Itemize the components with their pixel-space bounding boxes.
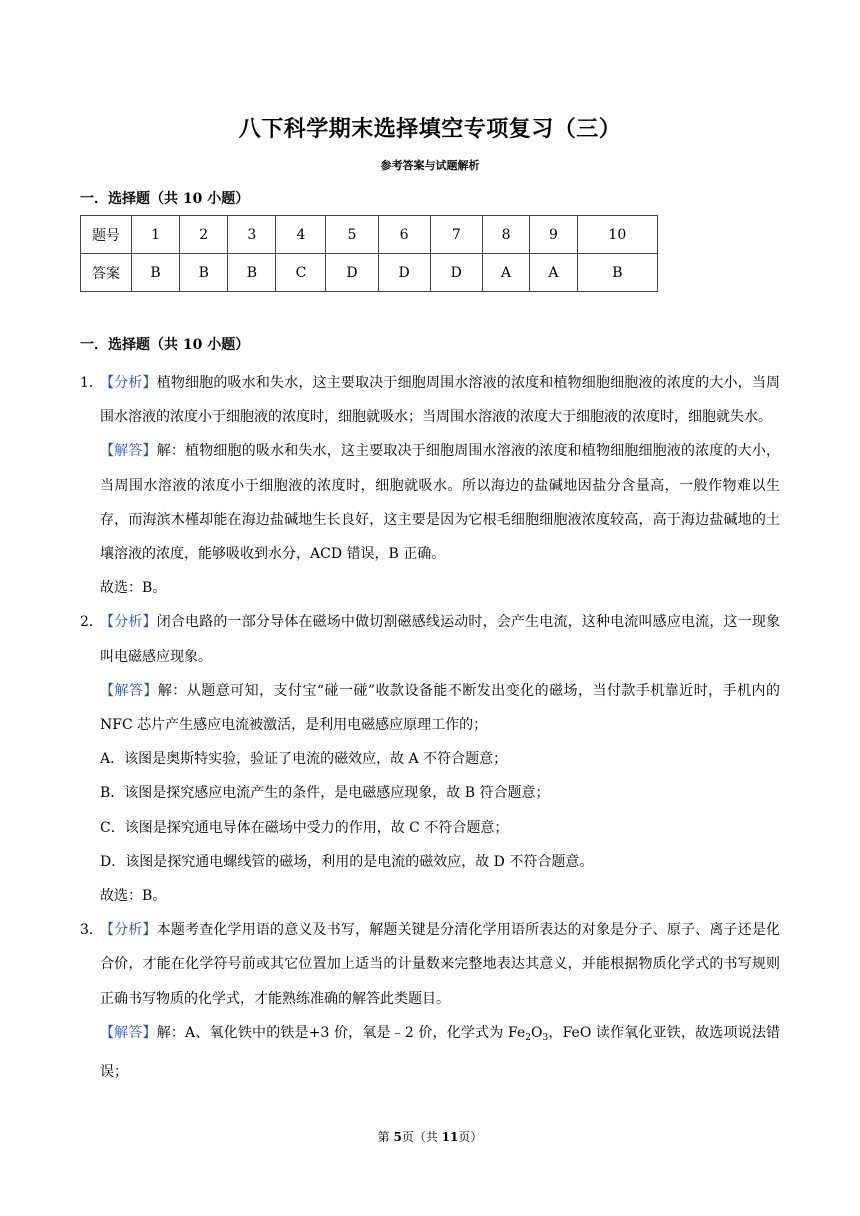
- answer-text-part: O: [531, 1024, 543, 1041]
- footer-suffix: 页）: [458, 1130, 483, 1144]
- answer-text-part: ，FeO 读作氧化亚铁，故选项说法错误；: [100, 1024, 780, 1081]
- table-cell-number: 8: [482, 216, 529, 254]
- question-3: [80, 913, 780, 1089]
- analysis-tag: 【分析】: [100, 375, 157, 391]
- table-header-answer: 答案: [81, 254, 132, 292]
- table-cell-number: 9: [530, 216, 577, 254]
- subscript: 3: [542, 1032, 549, 1043]
- analysis-tag: 【分析】: [100, 614, 157, 631]
- page-footer: [0, 1128, 860, 1145]
- table-cell-answer: B: [132, 254, 180, 292]
- table-cell-answer: A: [530, 254, 577, 292]
- table-cell-number: 7: [430, 216, 482, 254]
- analysis-paragraph: [100, 605, 780, 673]
- analysis-text: 闭合电路的一部分导体在磁场中做切割磁感线运动时，会产生电流，这种电流叫感应电流，这一现象叫电磁感应现象。: [100, 614, 781, 665]
- table-cell-answer: C: [276, 254, 326, 292]
- answer-paragraph: [100, 674, 780, 742]
- table-cell-number: 6: [378, 216, 430, 254]
- footer-middle: 页（共: [401, 1130, 442, 1144]
- answer-text: 解：从题意可知，支付宝“碰一碰”收款设备能不断发出变化的磁场，当付款手机靠近时，手机内的 NFC 芯片产生感应电流被激活，是利用电磁感应原理工作的；: [100, 682, 781, 734]
- question-number: 3．: [80, 922, 103, 939]
- question-number: 1．: [80, 375, 103, 391]
- footer-total-pages: 11: [441, 1130, 459, 1144]
- footer-page-number: 5: [393, 1130, 402, 1144]
- question-number: 2．: [80, 614, 103, 631]
- section-heading-solutions: 一．选择题（共 10 小题）: [80, 337, 250, 353]
- answer-table-row-numbers: [81, 216, 658, 254]
- table-cell-answer: B: [577, 254, 657, 292]
- option-b-line: B．该图是探究感应电流产生的条件，是电磁感应现象，故 B 符合题意；: [100, 785, 550, 802]
- table-cell-number: 2: [180, 216, 228, 254]
- question-1: [80, 366, 780, 605]
- table-cell-answer: A: [482, 254, 529, 292]
- answer-tag: 【解答】: [100, 682, 158, 699]
- table-cell-number: 4: [276, 216, 326, 254]
- answer-text: 解：植物细胞的吸水和失水，这主要取决于细胞周围水溶液的浓度和植物细胞细胞液的浓度的大小，当周围水溶液的浓度小于细胞液的浓度时，细胞就吸水。所以海边的盐碱地因盐分含量高，一般作物难以生存，而海滨木槿却能在海边盐碱地生长良好，这主要是因为它根毛细胞细胞液浓度较高，高于海边盐碱地的土壤溶液的浓度，能够吸收到水分，ACD 错误，B 正确。: [100, 443, 781, 563]
- table-cell-number: 5: [326, 216, 378, 254]
- subscript: 2: [525, 1032, 532, 1043]
- page-title: 八下科学期末选择填空专项复习（三）: [238, 116, 622, 142]
- analysis-text: 本题考查化学用语的意义及书写，解题关键是分清化学用语所表达的对象是分子、原子、离子还是化合价，才能在化学符号前或其它位置加上适当的计量数来完整地表达其意义，并能根据物质化学式的书写规则正确书写物质的化学式，才能熟练准确的解答此类题目。: [100, 922, 781, 1007]
- analysis-paragraph: [100, 913, 780, 1016]
- answer-paragraph: [100, 1016, 780, 1089]
- table-cell-number: 1: [132, 216, 180, 254]
- answer-table: [80, 215, 658, 292]
- option-d-line: D．该图是探究通电螺线管的磁场，利用的是电流的磁效应，故 D 不符合题意。: [100, 853, 594, 870]
- choice-line: 故选：B。: [100, 580, 167, 597]
- analysis-text: 植物细胞的吸水和失水，这主要取决于细胞周围水溶液的浓度和植物细胞细胞液的浓度的大小，当周围水溶液的浓度小于细胞液的浓度时，细胞就吸水；当周围水溶液的浓度大于细胞液的浓度时，细胞就失水。: [100, 375, 781, 426]
- analysis-paragraph: [100, 366, 780, 434]
- answer-table-row-answers: [81, 254, 658, 292]
- table-cell-number: 10: [577, 216, 657, 254]
- question-2: [80, 605, 780, 913]
- table-cell-number: 3: [228, 216, 276, 254]
- choice-line: 故选：B。: [100, 888, 167, 905]
- footer-prefix: 第: [377, 1130, 394, 1144]
- table-header-question: 题号: [81, 216, 132, 254]
- option-a-line: A．该图是奥斯特实验，验证了电流的磁效应，故 A 不符合题意；: [100, 751, 508, 768]
- table-cell-answer: D: [326, 254, 378, 292]
- answer-tag: 【解答】: [100, 443, 157, 460]
- answer-tag: 【解答】: [100, 1024, 157, 1041]
- table-cell-answer: B: [228, 254, 276, 292]
- option-c-line: C．该图是探究通电导体在磁场中受力的作用，故 C 不符合题意；: [100, 819, 509, 836]
- analysis-tag: 【分析】: [100, 922, 157, 939]
- page-subtitle: 参考答案与试题解析: [380, 159, 480, 172]
- section-heading-answers: 一．选择题（共 10 小题）: [80, 191, 250, 207]
- table-cell-answer: D: [430, 254, 482, 292]
- table-cell-answer: B: [180, 254, 228, 292]
- table-cell-answer: D: [378, 254, 430, 292]
- answer-paragraph: [100, 434, 780, 571]
- solutions-body: [80, 366, 780, 1089]
- answer-text-part: 解：A、氧化铁中的铁是+3 价，氧是﹣2 价，化学式为 Fe: [156, 1024, 526, 1041]
